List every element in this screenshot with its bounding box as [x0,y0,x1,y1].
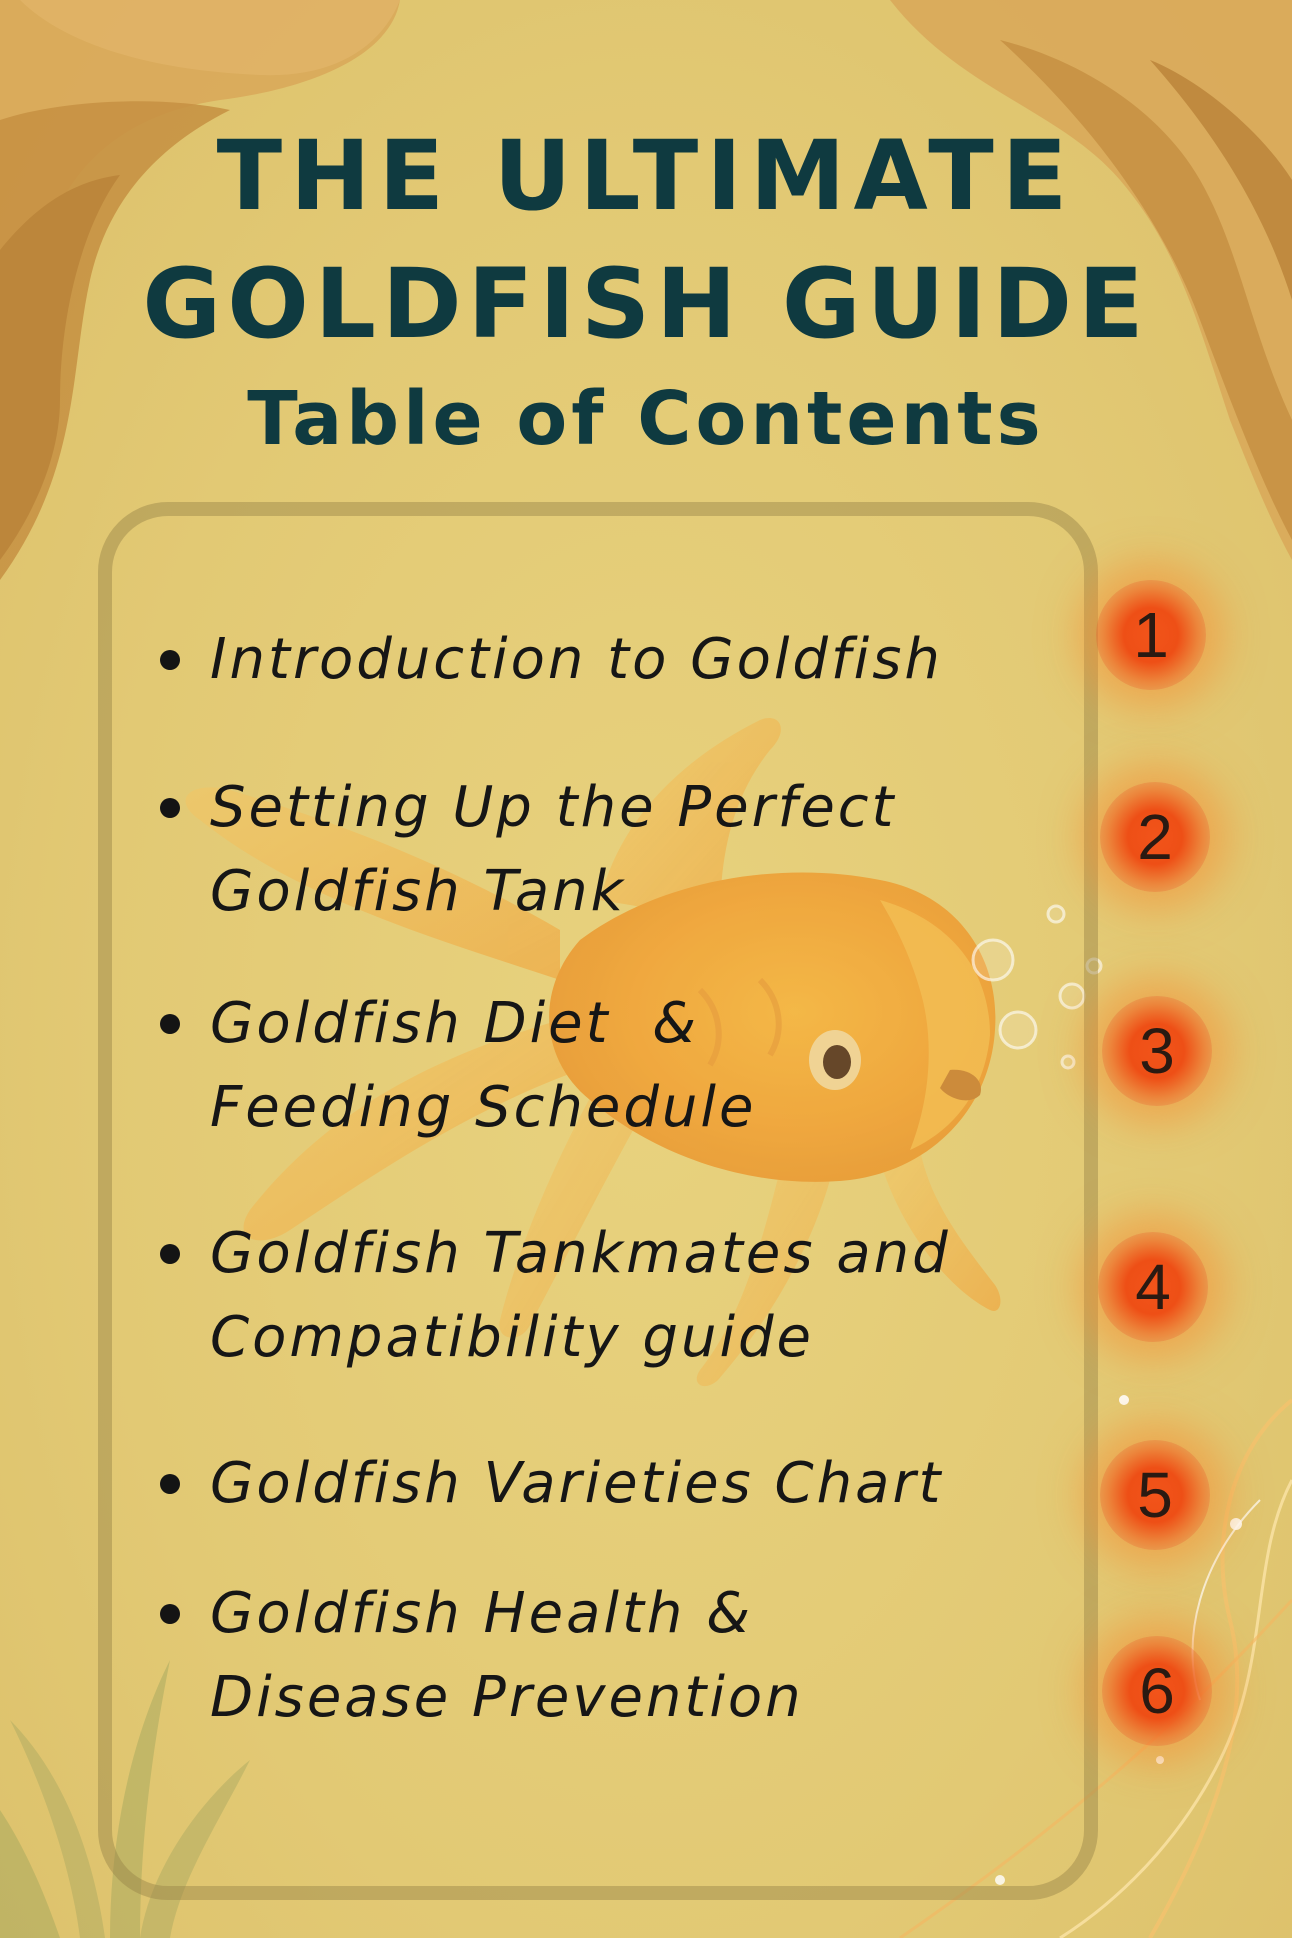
toc-item-label: Goldfish Health & Disease Prevention [210,1581,804,1730]
toc-item-label: Goldfish Tankmates and Compatibility guide [210,1221,951,1370]
bullet-icon [160,798,180,818]
toc-number: 5 [1137,1459,1173,1531]
toc-item-6[interactable] [160,1572,980,1740]
toc-number-badge-2 [1100,782,1210,892]
toc-number: 3 [1139,1015,1175,1087]
toc-item-label: Setting Up the Perfect Goldfish Tank [210,775,897,924]
bullet-icon [160,1604,180,1624]
title-line-2: GOLDFISH GUIDE [142,248,1150,360]
toc-item-3[interactable] [160,982,980,1150]
toc-number-badge-1 [1096,580,1206,690]
toc-number: 4 [1135,1251,1171,1323]
bullet-icon [160,1474,180,1494]
bullet-icon [160,1014,180,1034]
toc-number-badge-5 [1100,1440,1210,1550]
toc-item-label: Goldfish Diet & Feeding Schedule [210,991,757,1140]
toc-item-1[interactable] [160,618,980,702]
toc-number: 6 [1139,1655,1175,1727]
toc-number-badge-4 [1098,1232,1208,1342]
toc-number-badge-6 [1102,1636,1212,1746]
toc-item-2[interactable] [160,766,980,934]
bullet-icon [160,650,180,670]
toc-item-label: Goldfish Varieties Chart [210,1451,944,1516]
toc-item-label: Introduction to Goldfish [210,627,943,692]
toc-number-badge-3 [1102,996,1212,1106]
toc-item-4[interactable] [160,1212,980,1380]
toc-number: 1 [1133,599,1169,671]
toc-item-5[interactable] [160,1442,980,1526]
toc-number: 2 [1137,801,1173,873]
bullet-icon [160,1244,180,1264]
subtitle: Table of Contents [247,376,1045,462]
title-line-1: THE ULTIMATE [216,120,1076,232]
